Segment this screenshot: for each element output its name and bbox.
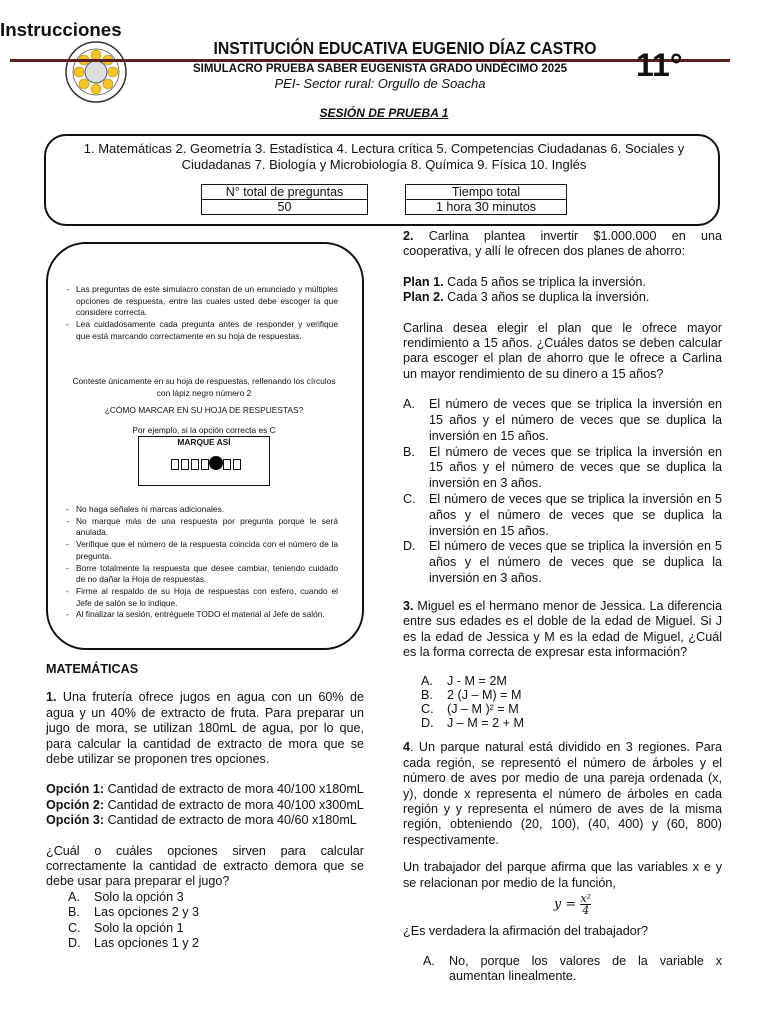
q2-answers	[403, 397, 722, 587]
mark-example-label: MARQUE ASÍ	[177, 437, 231, 447]
school-seal-logo	[64, 40, 128, 104]
q4-answers	[403, 954, 722, 985]
math-section	[46, 662, 364, 952]
instruction-item: - No marque más de una respuesta por pregunta porque le será anulada.	[64, 516, 338, 539]
pei-motto: PEI- Sector rural: Orgullo de Soacha	[274, 76, 486, 91]
q4-question: ¿Es verdadera la afirmación del trabajador?	[403, 924, 649, 939]
answer-option[interactable]: B. 2 (J – M) = M	[421, 688, 522, 703]
answer-option[interactable]: B. Las opciones 2 y 3	[68, 905, 200, 920]
answer-option[interactable]: C. Solo la opción 1	[68, 920, 184, 935]
example-note: Por ejemplo, si la opción correcta es C	[132, 425, 276, 435]
answer-option[interactable]: A. No, porque los valores de la variable x aumentan linealmente.	[423, 953, 722, 983]
filled-bubble	[209, 456, 223, 470]
answer-option[interactable]: C. El número de veces que se triplica la inversión en 5 años y el número de veces que se duplica la inversión en 15 años.	[403, 492, 722, 538]
instructions-list-1	[64, 284, 338, 343]
questions-count-table	[201, 184, 368, 215]
questions-label: N° total de preguntas	[202, 185, 368, 200]
exam-subtitle: SIMULACRO PRUEBA SABER EUGENISTA GRADO UNDÉCIMO 2025	[192, 63, 567, 75]
total-time-table	[405, 184, 567, 215]
areas-list: 1. Matemáticas 2. Geometría 3. Estadística 4. Lectura crítica 5. Competencias Ciudadanas 6. Sociales y Ciudadanas 7. Biología y Microbiología 8. Química 9. Física 10. Inglés	[83, 141, 685, 172]
answer-option[interactable]: D. J – M = 2 + M	[421, 716, 524, 731]
q1-question: ¿Cuál o cuáles opciones sirven para calcular correctamente la cantidad de extracto demora que se debe usar para preparar el jugo?	[46, 843, 364, 889]
how-to-mark: ¿CÓMO MARCAR EN SU HOJA DE RESPUESTAS?	[104, 405, 304, 415]
question-4: 4. Un parque natural está dividido en 3 regiones. Para cada región, se representó el número de árboles y el número de aves por medio de una pareja ordenada (x, y), donde x representa el número de árboles en cada región y y representa el número de aves de la misma región, obteniendo (20, 100), (40, 400) y (60, 800) respectivamente.	[403, 740, 722, 847]
questions-value: 50	[202, 200, 368, 215]
instruction-item: - Verifique que el número de la respuesta coincida con el número de la pregunta.	[64, 539, 338, 562]
instructions-list-2	[64, 504, 338, 621]
session-title: SESIÓN DE PRUEBA 1	[319, 106, 449, 120]
question-3: 3. Miguel es el hermano menor de Jessica. La diferencia entre sus edades es el doble de la edad de Miguel. Si J es la edad de Jessica y M es la edad de Miguel, ¿Cuál es la forma correcta de expresar esta información?	[403, 598, 722, 660]
institution-title: INSTITUCIÓN EDUCATIVA EUGENIO DÍAZ CASTRO	[213, 38, 597, 58]
instruction-item: - No haga señales ni marcas adicionales.	[64, 504, 338, 516]
answer-option[interactable]: D. Las opciones 1 y 2	[68, 936, 200, 951]
answer-option[interactable]: C. (J – M )² = M	[421, 702, 519, 717]
q4-formula: y = $\frac{\text{x²}}{4}$	[553, 892, 592, 918]
time-label: Tiempo total	[406, 185, 567, 200]
instruction-item: - Firme al respaldo de su Hoja de respuestas con esfero, cuando el Jefe de salón se lo indique.	[64, 586, 338, 609]
q1-proposals: Opción 1: Cantidad de extracto de mora 40/100 x180mL Opción 2: Cantidad de extracto de mora 40/100 x300mL Opción 3: Cantidad de extracto de mora 40/60 x180mL	[46, 782, 364, 828]
header-rule	[10, 59, 730, 62]
instructions-title: Instrucciones	[0, 18, 122, 40]
answer-option[interactable]: A. Solo la opción 3	[68, 889, 184, 904]
question-2: 2. Carlina plantea invertir $1.000.000 en una cooperativa, y allí le ofrecen dos planes de ahorro:	[403, 229, 722, 259]
answer-option[interactable]: B. El número de veces que se triplica la inversión en 15 años y el número de veces que se duplica la inversión en 3 años.	[403, 444, 722, 491]
answer-option[interactable]: A. El número de veces que se triplica la inversión en 15 años y el número de veces que se duplica la inversión en 15 años.	[403, 397, 722, 443]
answer-option[interactable]: A. J - M = 2M	[421, 674, 507, 689]
time-value: 1 hora 30 minutos	[406, 200, 567, 215]
grade-label: 11°	[636, 47, 683, 83]
mark-example-box	[138, 436, 270, 486]
question-1: 1. Una frutería ofrece jugos en agua con un 60% de agua y un 40% de extracto de fruta. Para preparar un jugo de mora, se utilizan 180mL de agua, por lo que, para calcular la cantidad de extracto de mora que se debe utilizar se proponen tres opciones.	[46, 690, 364, 767]
contest-note: Conteste únicamente en su hoja de respuestas, rellenando los círculos con lápiz negro número 2	[72, 376, 336, 398]
q1-answers	[46, 890, 364, 952]
q2-plans: Plan 1. Cada 5 años se triplica la inversión. Plan 2. Cada 3 años se duplica la inversión.	[403, 274, 650, 305]
right-column	[403, 229, 722, 984]
answer-option[interactable]: D. El número de veces que se triplica la inversión en 5 años y el número de veces que se duplica la inversión en 3 años.	[403, 539, 722, 586]
math-heading: MATEMÁTICAS	[46, 662, 139, 676]
q4-claim: Un trabajador del parque afirma que las variables x e y se relacionan por medio de la función,	[403, 860, 722, 890]
answer-bubbles	[171, 459, 241, 470]
instruction-item: - Borre totalmente la respuesta que desee cambiar, teniendo cuidado de no dañar la Hoja de respuestas.	[64, 563, 338, 586]
instruction-item: - Al finalizar la sesión, entréguele TODO el material al Jefe de salón.	[64, 609, 338, 621]
instruction-item: - Las preguntas de este simulacro constan de un enunciado y múltiples opciones de respuesta, entre las cuales usted debe escoger la que considere correcta.	[64, 284, 338, 319]
instruction-item: - Lea cuidadosamente cada pregunta antes de responder y verifique que está marcando correctamente en su hoja de respuestas.	[64, 319, 338, 342]
q3-answers	[403, 674, 722, 730]
q2-question: Carlina desea elegir el plan que le ofrece mayor rendimiento a 15 años. ¿Cuáles datos se deben calcular para escoger el plan de ahorro que le ofrece a Carlina un mayor rendimiento de su dinero a 15 años?	[403, 320, 722, 381]
